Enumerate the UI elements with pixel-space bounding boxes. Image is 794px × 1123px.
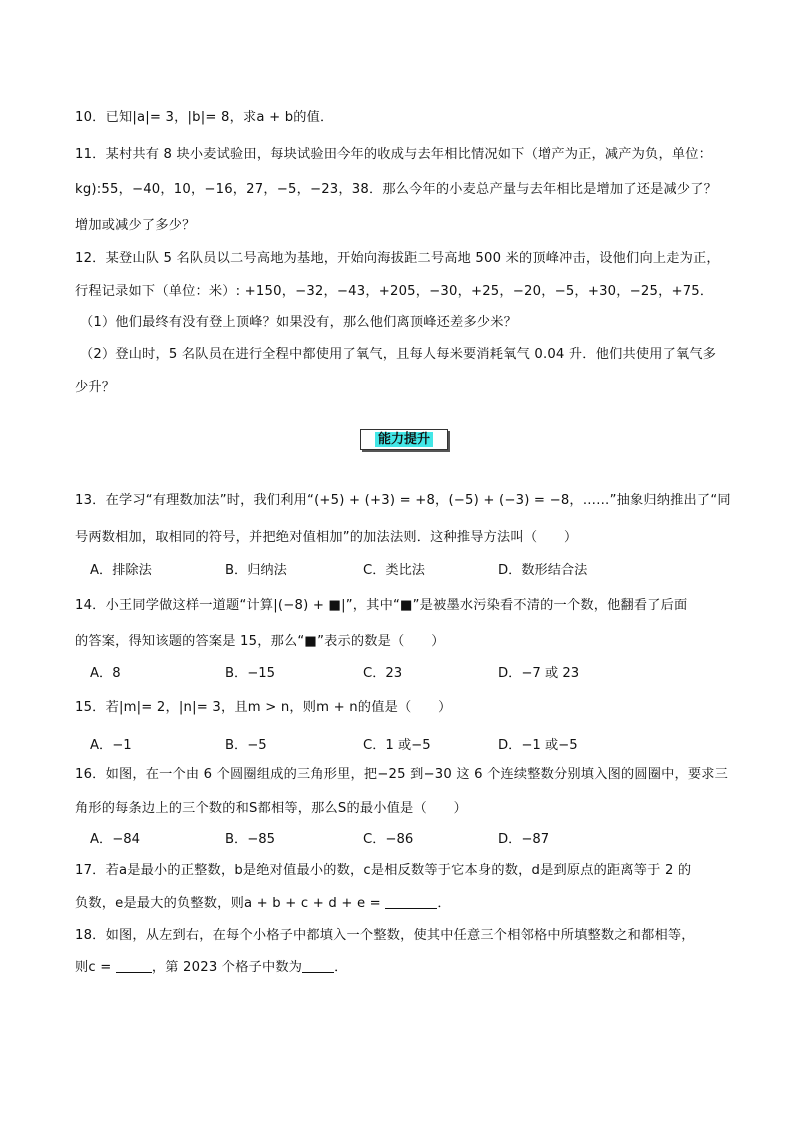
option-c[interactable]: C．−86 bbox=[363, 832, 414, 847]
question-12-sub-2b: 少升？ bbox=[75, 380, 116, 395]
option-a[interactable]: A．−1 bbox=[90, 738, 132, 753]
question-18-text-a: 则c = bbox=[75, 960, 112, 975]
question-16-line-1: 16．如图，在一个由 6 个圆圈组成的三角形里，把−25 到−30 这 6 个连续整数分别填入图的圆圈中，要求三 bbox=[75, 767, 729, 782]
option-a[interactable]: A．8 bbox=[90, 666, 121, 681]
question-12-line-2: 行程记录如下（单位：米）: +150，−32，−43，+205，−30，+25，−20，−5，+30，−25，+75． bbox=[75, 284, 714, 299]
question-13-line-2: 号两数相加，取相同的符号，并把绝对值相加”的加法法则．这种推导方法叫（ ） bbox=[75, 530, 578, 545]
question-13-options bbox=[90, 561, 710, 581]
question-18-line-2 bbox=[75, 958, 348, 978]
question-14-options bbox=[90, 664, 710, 684]
question-15-line-1: 15．若|m|= 2，|n|= 3，且m > n，则m + n的值是（ ） bbox=[75, 700, 452, 715]
question-13-line-1: 13．在学习“有理数加法”时，我们利用“(+5) + (+3) = +8，(−5) + (−3) = −8，……”抽象归纳推出了“同 bbox=[75, 493, 731, 508]
question-18-end: ． bbox=[334, 960, 348, 975]
answer-blank[interactable] bbox=[385, 894, 437, 909]
question-14-line-2: 的答案，得知该题的答案是 15，那么“■”表示的数是（ ） bbox=[75, 634, 445, 649]
question-10: 10．已知|a|= 3，|b|= 8，求a + b的值． bbox=[75, 110, 334, 125]
option-c[interactable]: C．23 bbox=[363, 666, 403, 681]
question-17-line-1: 17．若a是最小的正整数，b是绝对值最小的数，c是相反数等于它本身的数，d是到原点的距离等于 2 的 bbox=[75, 863, 692, 878]
option-d[interactable]: D．−1 或−5 bbox=[498, 738, 578, 753]
option-b[interactable]: B．−5 bbox=[225, 738, 267, 753]
option-a[interactable]: A．排除法 bbox=[90, 563, 152, 578]
question-12-sub-1: （1）他们最终有没有登上顶峰？如果没有，那么他们离顶峰还差多少米？ bbox=[80, 315, 517, 330]
option-d[interactable]: D．−7 或 23 bbox=[498, 666, 580, 681]
option-b[interactable]: B．归纳法 bbox=[225, 563, 287, 578]
question-17-text: 负数，e是最大的负整数，则a + b + c + d + e = bbox=[75, 896, 381, 911]
section-title-label: 能力提升 bbox=[375, 432, 433, 447]
question-17-line-2 bbox=[75, 894, 451, 914]
answer-blank-c[interactable] bbox=[116, 958, 152, 973]
question-15-options bbox=[90, 736, 710, 756]
question-11-line-2: kg):55，−40，10，−16，27，−5，−23，38．那么今年的小麦总产量与去年相比是增加了还是减少了？ bbox=[75, 182, 718, 197]
question-12-line-1: 12．某登山队 5 名队员以二号高地为基地，开始向海拔距二号高地 500 米的顶峰冲击，设他们向上走为正， bbox=[75, 251, 720, 266]
option-d[interactable]: D．−87 bbox=[498, 832, 550, 847]
question-14-line-1: 14．小王同学做这样一道题“计算|(−8) + ■|”，其中“■”是被墨水污染看不清的一个数，他翻看了后面 bbox=[75, 598, 688, 613]
question-12-sub-2a: （2）登山时，5 名队员在进行全程中都使用了氧气，且每人每米要消耗氧气 0.04 升．他们共使用了氧气多 bbox=[80, 347, 717, 362]
question-18-line-1: 18．如图，从左到右，在每个小格子中都填入一个整数，使其中任意三个相邻格中所填整数之和都相等， bbox=[75, 928, 695, 943]
option-a[interactable]: A．−84 bbox=[90, 832, 141, 847]
question-16-options bbox=[90, 830, 710, 850]
option-c[interactable]: C．1 或−5 bbox=[363, 738, 431, 753]
question-11-line-1: 11．某村共有 8 块小麦试验田，每块试验田今年的收成与去年相比情况如下（增产为正，减产为负，单位： bbox=[75, 147, 712, 162]
option-b[interactable]: B．−15 bbox=[225, 666, 276, 681]
question-17-end: ． bbox=[437, 896, 451, 911]
question-18-text-b: ，第 2023 个格子中数为 bbox=[151, 960, 303, 975]
section-title bbox=[360, 429, 448, 450]
option-c[interactable]: C．类比法 bbox=[363, 563, 425, 578]
option-b[interactable]: B．−85 bbox=[225, 832, 276, 847]
answer-blank-2023[interactable] bbox=[302, 958, 334, 973]
option-d[interactable]: D．数形结合法 bbox=[498, 563, 588, 578]
question-11-line-3: 增加或减少了多少？ bbox=[75, 218, 196, 233]
question-16-line-2: 角形的每条边上的三个数的和S都相等，那么S的最小值是（ ） bbox=[75, 801, 467, 816]
